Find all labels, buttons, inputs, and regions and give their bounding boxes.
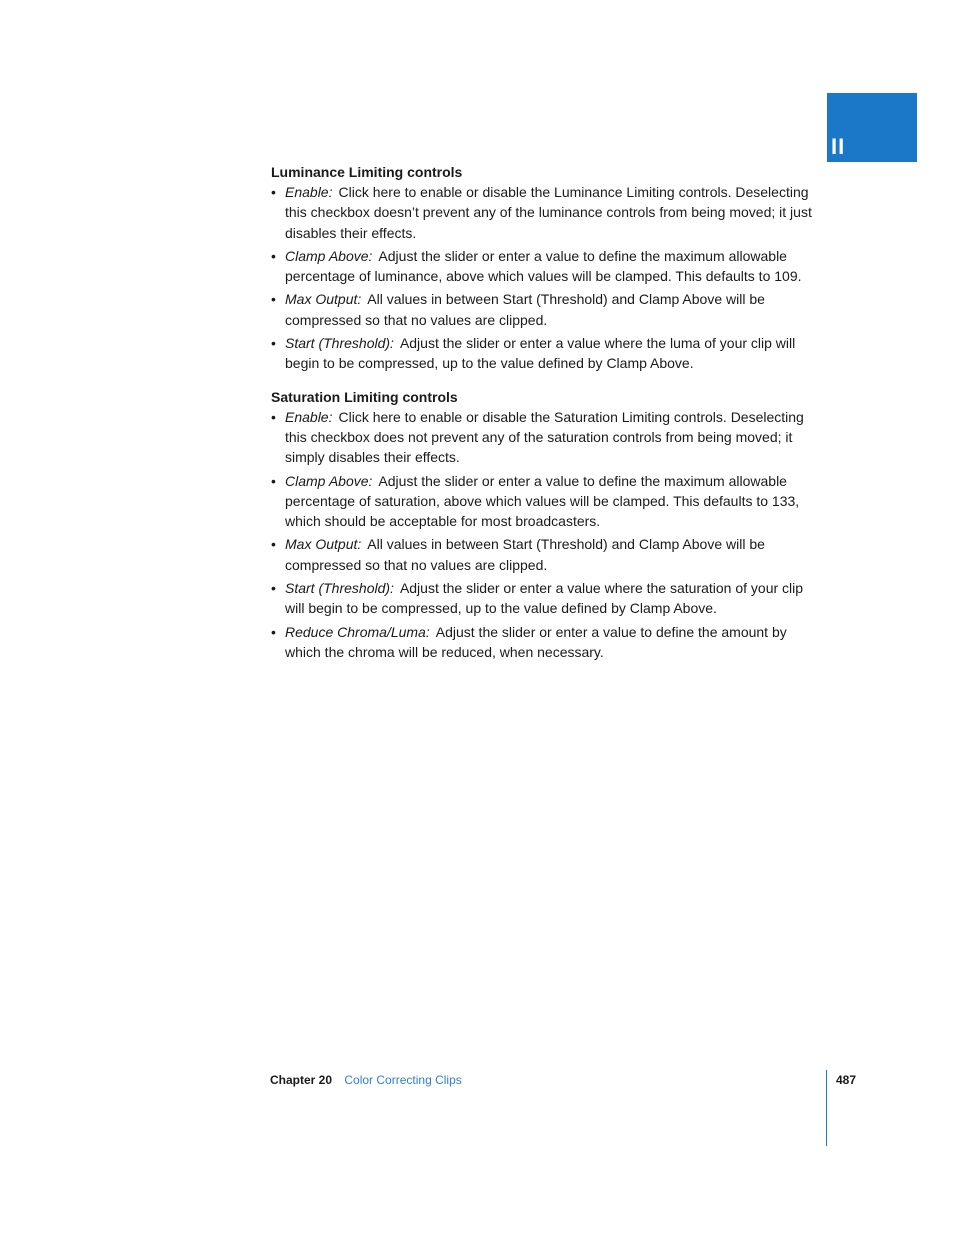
list-item: • Enable: Click here to enable or disable the Luminance Limiting controls. Deselecting this checkbox doesn’t prevent any of the luminance controls from being moved; it just disables their effects. bbox=[271, 184, 812, 241]
item-term: Max Output: bbox=[285, 536, 362, 553]
saturation-controls-list bbox=[271, 407, 823, 663]
item-text: Adjust the slider or enter a value where the saturation of your clip will begin to be compressed, up to the value defined by Clamp Above. bbox=[285, 580, 804, 617]
list-item: • Max Output: All values in between Start (Threshold) and Clamp Above will be compressed so that no values are clipped. bbox=[271, 536, 765, 573]
footer-divider bbox=[826, 1070, 827, 1146]
item-term: Start (Threshold): bbox=[285, 335, 394, 352]
list-item: • Enable: Click here to enable or disable the Saturation Limiting controls. Deselecting this checkbox does not prevent any of the saturation controls from being moved; it simply disables their effects. bbox=[271, 408, 804, 466]
list-item: • Start (Threshold): Adjust the slider or enter a value where the saturation of your clip will begin to be compressed, up to the value defined by Clamp Above. bbox=[271, 580, 804, 617]
list-item: • Clamp Above: Adjust the slider or enter a value to define the maximum allowable percentage of luminance, above which values will be clamped. This defaults to 109. bbox=[271, 247, 802, 285]
item-text: Click here to enable or disable the Saturation Limiting controls. Deselecting this checkbox does not prevent any of the saturation controls from being moved; it simply disables their effects. bbox=[285, 408, 804, 466]
section-heading-luminance: Luminance Limiting controls bbox=[271, 164, 463, 180]
part-tab bbox=[827, 93, 917, 162]
chapter-title-link[interactable]: Color Correcting Clips bbox=[344, 1073, 462, 1087]
item-term: Enable: bbox=[285, 408, 333, 425]
item-text: Click here to enable or disable the Luminance Limiting controls. Deselecting this checkbox doesn’t prevent any of the luminance controls from being moved; it just disables their effects. bbox=[285, 184, 812, 241]
list-item: • Clamp Above: Adjust the slider or enter a value to define the maximum allowable percentage of saturation, above which values will be clamped. This defaults to 133, which should be acceptable for most broadcasters. bbox=[271, 472, 800, 530]
part-numeral: II bbox=[831, 134, 846, 159]
item-term: Start (Threshold): bbox=[285, 580, 394, 597]
section-heading-saturation: Saturation Limiting controls bbox=[271, 388, 458, 405]
item-term: Clamp Above: bbox=[285, 472, 373, 489]
item-text: Adjust the slider or enter a value where the luma of your clip will begin to be compressed, up to the value defined by Clamp Above. bbox=[285, 335, 796, 372]
item-term: Enable: bbox=[285, 184, 333, 200]
chapter-label: Chapter 20 bbox=[270, 1073, 333, 1087]
page-content bbox=[271, 162, 823, 665]
item-term: Max Output: bbox=[285, 291, 362, 308]
item-text: All values in between Start (Threshold) and Clamp Above will be compressed so that no values are clipped. bbox=[285, 291, 765, 328]
list-item: • Reduce Chroma/Luma: Adjust the slider or enter a value to define the amount by which the chroma will be reduced, when necessary. bbox=[271, 623, 787, 660]
item-text: All values in between Start (Threshold) and Clamp Above will be compressed so that no values are clipped. bbox=[285, 536, 765, 573]
item-term: Clamp Above: bbox=[285, 247, 373, 264]
list-item: • Max Output: All values in between Start (Threshold) and Clamp Above will be compressed so that no values are clipped. bbox=[271, 291, 765, 328]
item-text: Adjust the slider or enter a value to define the maximum allowable percentage of luminance, above which values will be clamped. This defaults to 109. bbox=[285, 247, 802, 285]
page-footer bbox=[270, 1072, 462, 1089]
page-number: 487 bbox=[836, 1073, 857, 1087]
list-item: • Start (Threshold): Adjust the slider or enter a value where the luma of your clip will begin to be compressed, up to the value defined by Clamp Above. bbox=[271, 335, 796, 372]
item-text: Adjust the slider or enter a value to define the amount by which the chroma will be reduced, when necessary. bbox=[285, 623, 787, 660]
item-term: Reduce Chroma/Luma: bbox=[285, 623, 430, 640]
item-text: Adjust the slider or enter a value to define the maximum allowable percentage of saturation, above which values will be clamped. This defaults to 133, which should be acceptable for most broadcasters. bbox=[285, 472, 800, 530]
luminance-controls-list bbox=[271, 182, 823, 374]
